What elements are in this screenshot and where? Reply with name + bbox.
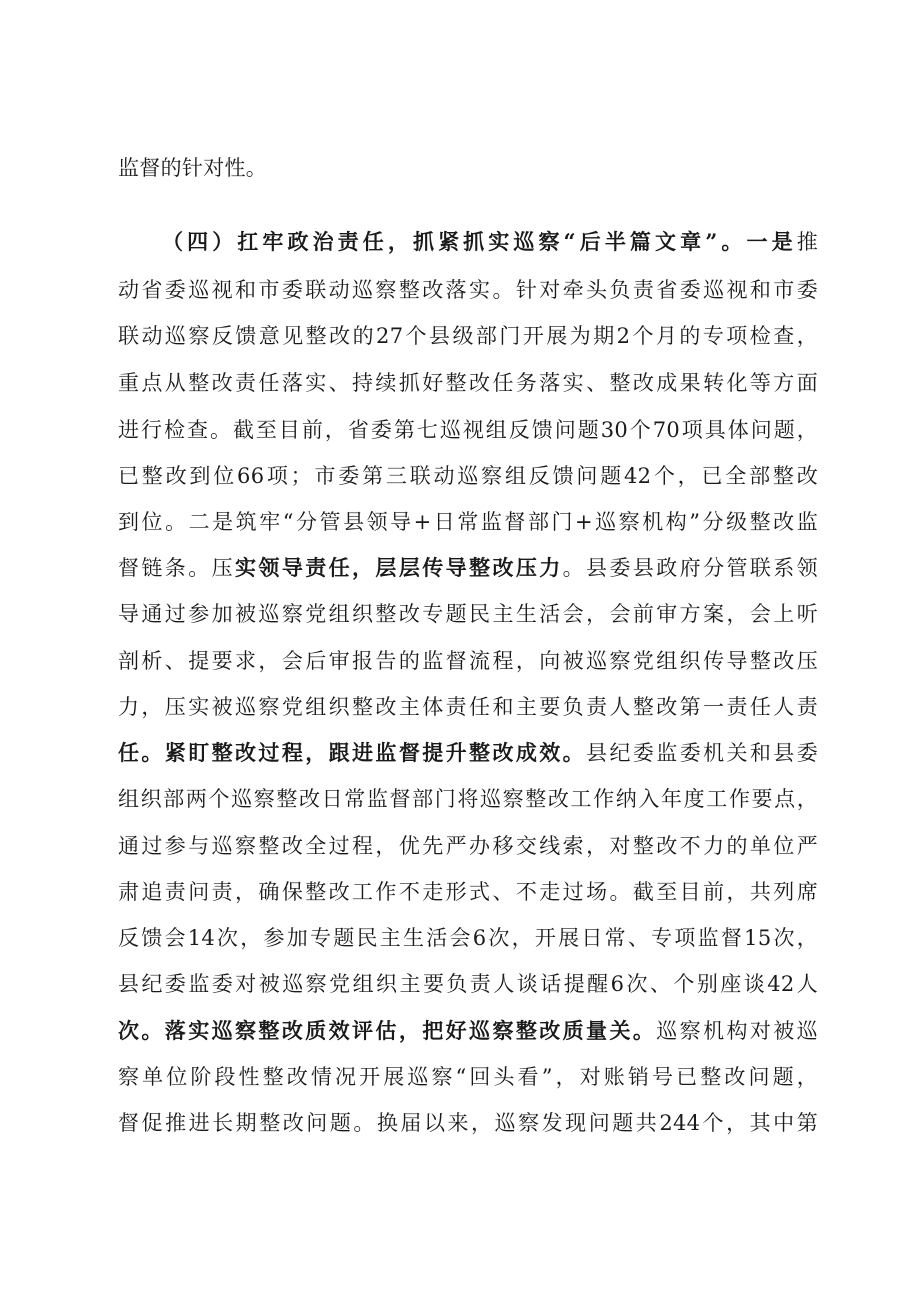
text-segment: 已整改到位66项；市委第三联动巡察组反馈问题42个，已全部整改 (118, 464, 818, 488)
text-segment: 到位。二是筑牢“分管县领导+日常监督部门+巡察机构”分级整改监 (118, 510, 818, 534)
text-segment: 力，压实被巡察党组织整改主体责任和主要负责人整改第一责任人责 (118, 695, 818, 719)
text-line (118, 322, 818, 350)
text-segment: 监督的针对性。 (118, 156, 268, 180)
text-segment: 联动巡察反馈意见整改的27个县级部门开展为期2个月的专项检查， (118, 324, 818, 348)
text-line (118, 970, 818, 998)
bold-text-segment: 任。紧盯整改过程，跟进监督提升整改成效。 (118, 740, 587, 765)
text-line (118, 276, 818, 304)
text-line (118, 154, 818, 182)
text-line (118, 785, 818, 813)
text-line (118, 600, 818, 628)
text-line (118, 739, 818, 767)
text-line (118, 1017, 818, 1045)
text-segment: 通过参与巡察整改全过程，优先严办移交线索，对整改不力的单位严 (118, 834, 818, 858)
bold-text-segment: （四）扛牢政治责任，抓紧抓实巡察“后半篇文章”。一是 (162, 229, 797, 254)
text-segment: 督促推进长期整改问题。换届以来，巡察发现问题共244个，其中第 (118, 1111, 818, 1135)
text-segment: 察单位阶段性整改情况开展巡察“回头看”，对账销号已整改问题， (118, 1065, 818, 1089)
text-line (118, 1109, 818, 1137)
text-line (118, 647, 818, 675)
text-segment: 重点从整改责任落实、持续抓好整改任务落实、整改成果转化等方面 (118, 371, 818, 395)
text-segment: 剖析、提要求，会后审报告的监督流程，向被巡察党组织传导整改压 (118, 649, 818, 673)
text-segment: 县纪委监委机关和县委 (586, 741, 818, 765)
text-line (118, 369, 818, 397)
text-line (118, 1063, 818, 1091)
text-line (118, 832, 818, 860)
text-segment: 组织部两个巡察整改日常监督部门将巡察整改工作纳入年度工作要点， (118, 787, 818, 811)
text-line (118, 416, 818, 444)
text-segment: 动省委巡视和市委联动巡察整改落实。针对牵头负责省委巡视和市委 (118, 278, 818, 302)
bold-text-segment: 次。落实巡察整改质效评估，把好巡察整改质量关。 (118, 1018, 657, 1043)
text-line (118, 878, 818, 906)
text-segment: 。县委县政府分管联系领 (562, 556, 818, 580)
text-segment: 导通过参加被巡察党组织整改专题民主生活会，会前审方案，会上听 (118, 602, 818, 626)
text-segment: 推 (796, 230, 818, 254)
text-line (162, 228, 818, 256)
text-line (118, 508, 818, 536)
text-segment: 县纪委监委对被巡察党组织主要负责人谈话提醒6次、个别座谈42人 (118, 972, 818, 996)
text-segment: 督链条。压 (118, 556, 236, 580)
text-segment: 巡察机构对被巡 (656, 1019, 818, 1043)
text-line (118, 693, 818, 721)
text-line (118, 462, 818, 490)
bold-text-segment: 实领导责任，层层传导整改压力 (235, 555, 563, 580)
text-line (118, 924, 818, 952)
text-segment: 反馈会14次，参加专题民主生活会6次，开展日常、专项监督15次， (118, 926, 818, 950)
text-line (118, 554, 818, 582)
text-segment: 进行检查。截至目前，省委第七巡视组反馈问题30个70项具体问题， (118, 418, 818, 442)
text-segment: 肃追责问责，确保整改工作不走形式、不走过场。截至目前，共列席 (118, 880, 818, 904)
